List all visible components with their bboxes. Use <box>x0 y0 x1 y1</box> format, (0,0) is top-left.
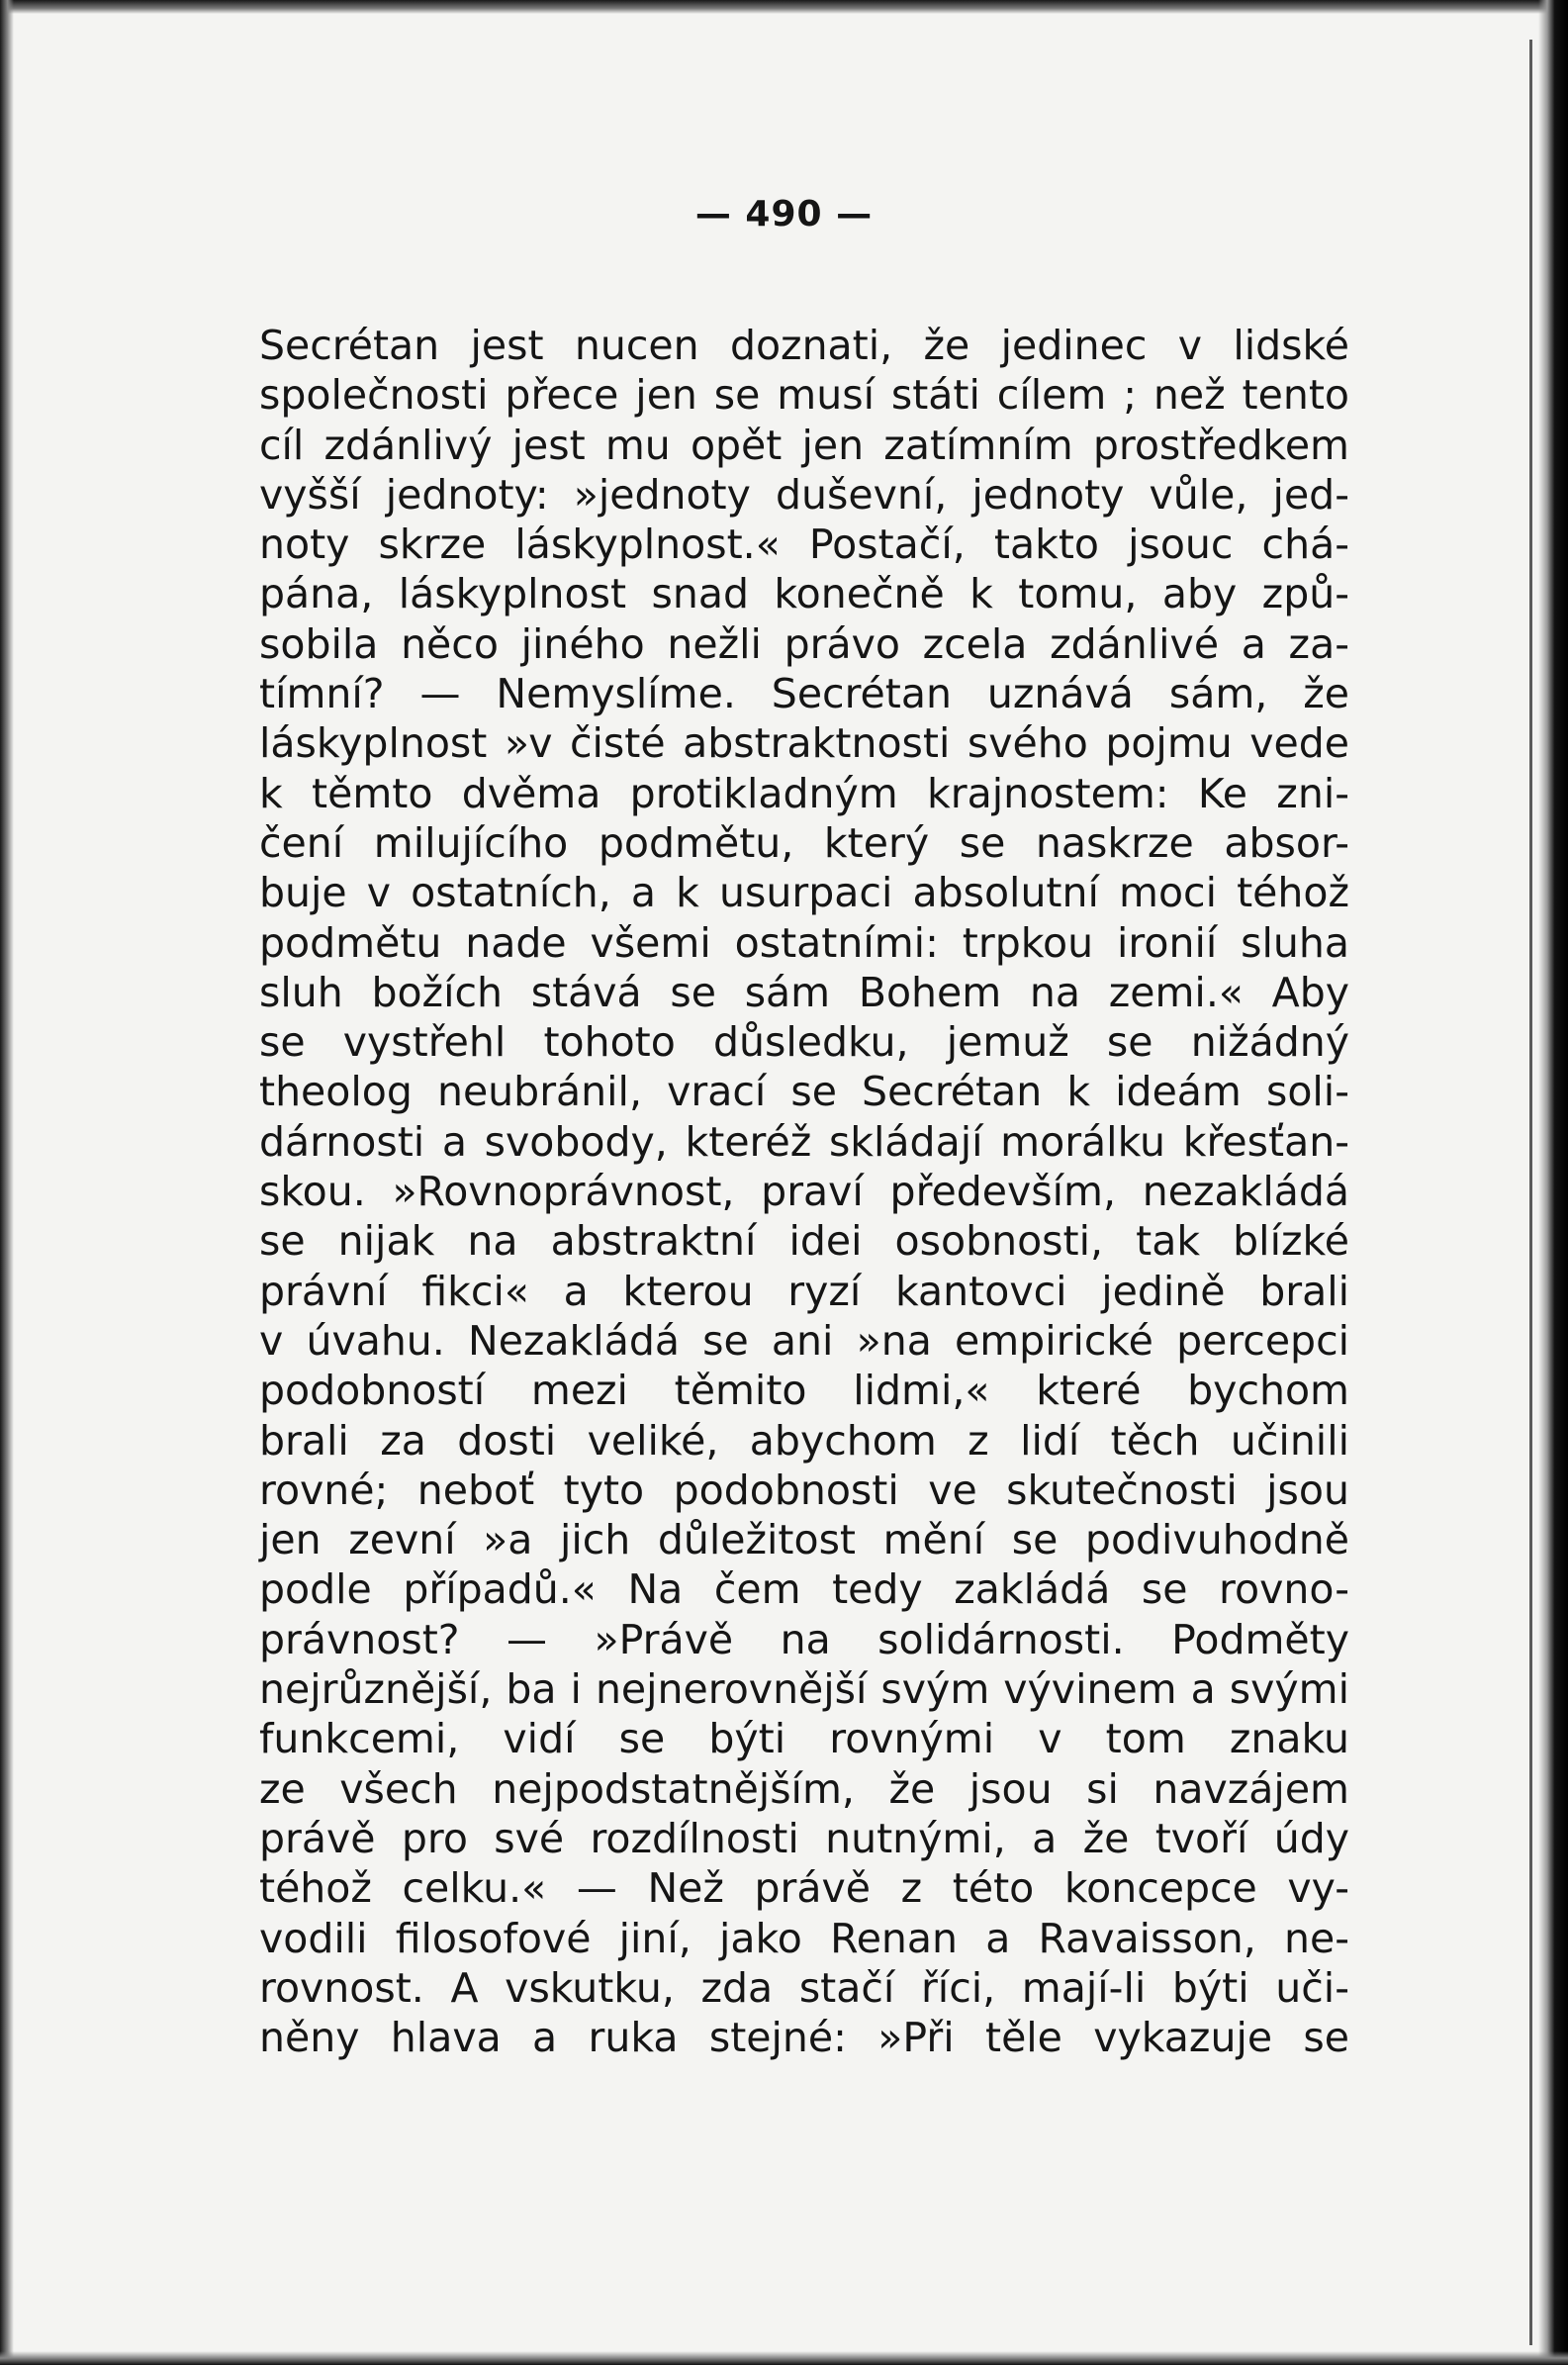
scan-edge-right <box>1538 0 1568 2365</box>
text-line: tímní? — Nemyslíme. Secrétan uznává sám, že <box>259 670 1349 718</box>
text-line: rovné; neboť tyto podobnosti ve skutečnosti jsou <box>259 1466 1349 1514</box>
text-line: vodili filosofové jiní, jako Renan a Ravaisson, ne- <box>259 1914 1349 1962</box>
scan-edge-left <box>0 0 14 2365</box>
text-line: právní fikci« a kterou ryzí kantovci jedině brali <box>259 1267 1349 1315</box>
text-line: čení milujícího podmětu, který se naskrze absor- <box>259 818 1349 867</box>
text-line: společnosti přece jen se musí státi cílem ; než tento <box>259 371 1349 420</box>
body-text <box>259 321 1349 2062</box>
text-line: právě pro své rozdílnosti nutnými, a že tvoří údy <box>259 1814 1349 1862</box>
text-line: theolog neubránil, vrací se Secrétan k ideám soli- <box>259 1068 1349 1116</box>
text-line: noty skrze láskyplnost.« Postačí, takto jsouc chá- <box>259 520 1349 569</box>
text-line: rovnost. A vskutku, zda stačí říci, mají-li býti uči- <box>259 1963 1349 2012</box>
scan-edge-top <box>0 0 1568 14</box>
text-line: ze všech nejpodstatnějším, že jsou si navzájem <box>259 1764 1349 1813</box>
text-line: Secrétan jest nucen doznati, že jedinec v lidské <box>259 322 1349 369</box>
text-line: jen zevní »a jich důležitost mění se podivuhodně <box>259 1516 1349 1564</box>
text-line: brali za dosti veliké, abychom z lidí těch učinili <box>259 1416 1349 1465</box>
text-line: nejrůznější, ba i nejnerovnější svým vývinem a svými <box>259 1665 1349 1714</box>
text-line: podmětu nade všemi ostatními: trpkou ironií sluha <box>259 918 1349 967</box>
text-line: právnost? — »Právě na solidárnosti. Podměty <box>259 1615 1349 1663</box>
scan-edge-bottom <box>0 2351 1568 2365</box>
text-line: vyšší jednoty: »jednoty duševní, jednoty vůle, jed- <box>259 470 1349 519</box>
text-line: podobností mezi těmito lidmi,« které bychom <box>259 1367 1349 1415</box>
text-line: podle případů.« Na čem tedy zakládá se rovno- <box>259 1565 1349 1614</box>
page-number: — 490 — <box>694 194 874 235</box>
text-line: něny hlava a ruka stejné: »Při těle vykazuje se <box>259 2014 1349 2062</box>
text-line: se vystřehl tohoto důsledku, jemuž se nižádný <box>259 1018 1349 1067</box>
text-line: téhož celku.« — Než právě z této koncepce vy- <box>259 1864 1349 1913</box>
text-line: sluh božích stává se sám Bohem na zemi.« Aby <box>259 968 1349 1016</box>
text-line: pána, láskyplnost snad konečně k tomu, aby způ- <box>259 570 1349 618</box>
text-line: v úvahu. Nezakládá se ani »na empirické percepci <box>259 1316 1349 1365</box>
text-line: se nijak na abstraktní idei osobnosti, tak blízké <box>259 1217 1349 1266</box>
text-line: skou. »Rovnoprávnost, praví především, nezakládá <box>259 1168 1349 1216</box>
text-line: k těmto dvěma protikladným krajnostem: Ke zni- <box>259 769 1349 817</box>
text-line: funkcemi, vidí se býti rovnými v tom znaku <box>259 1715 1349 1763</box>
scan-edge-right-line <box>1529 40 1532 2345</box>
text-line: buje v ostatních, a k usurpaci absolutní moci téhož <box>259 869 1349 917</box>
text-line: láskyplnost »v čisté abstraktnosti svého pojmu vede <box>259 719 1349 768</box>
text-line: dárnosti a svobody, kteréž skládají morálku křesťan- <box>259 1117 1349 1166</box>
text-line: sobila něco jiného nežli právo zcela zdánlivé a za- <box>259 619 1349 668</box>
text-line: cíl zdánlivý jest mu opět jen zatímním prostředkem <box>259 421 1349 469</box>
